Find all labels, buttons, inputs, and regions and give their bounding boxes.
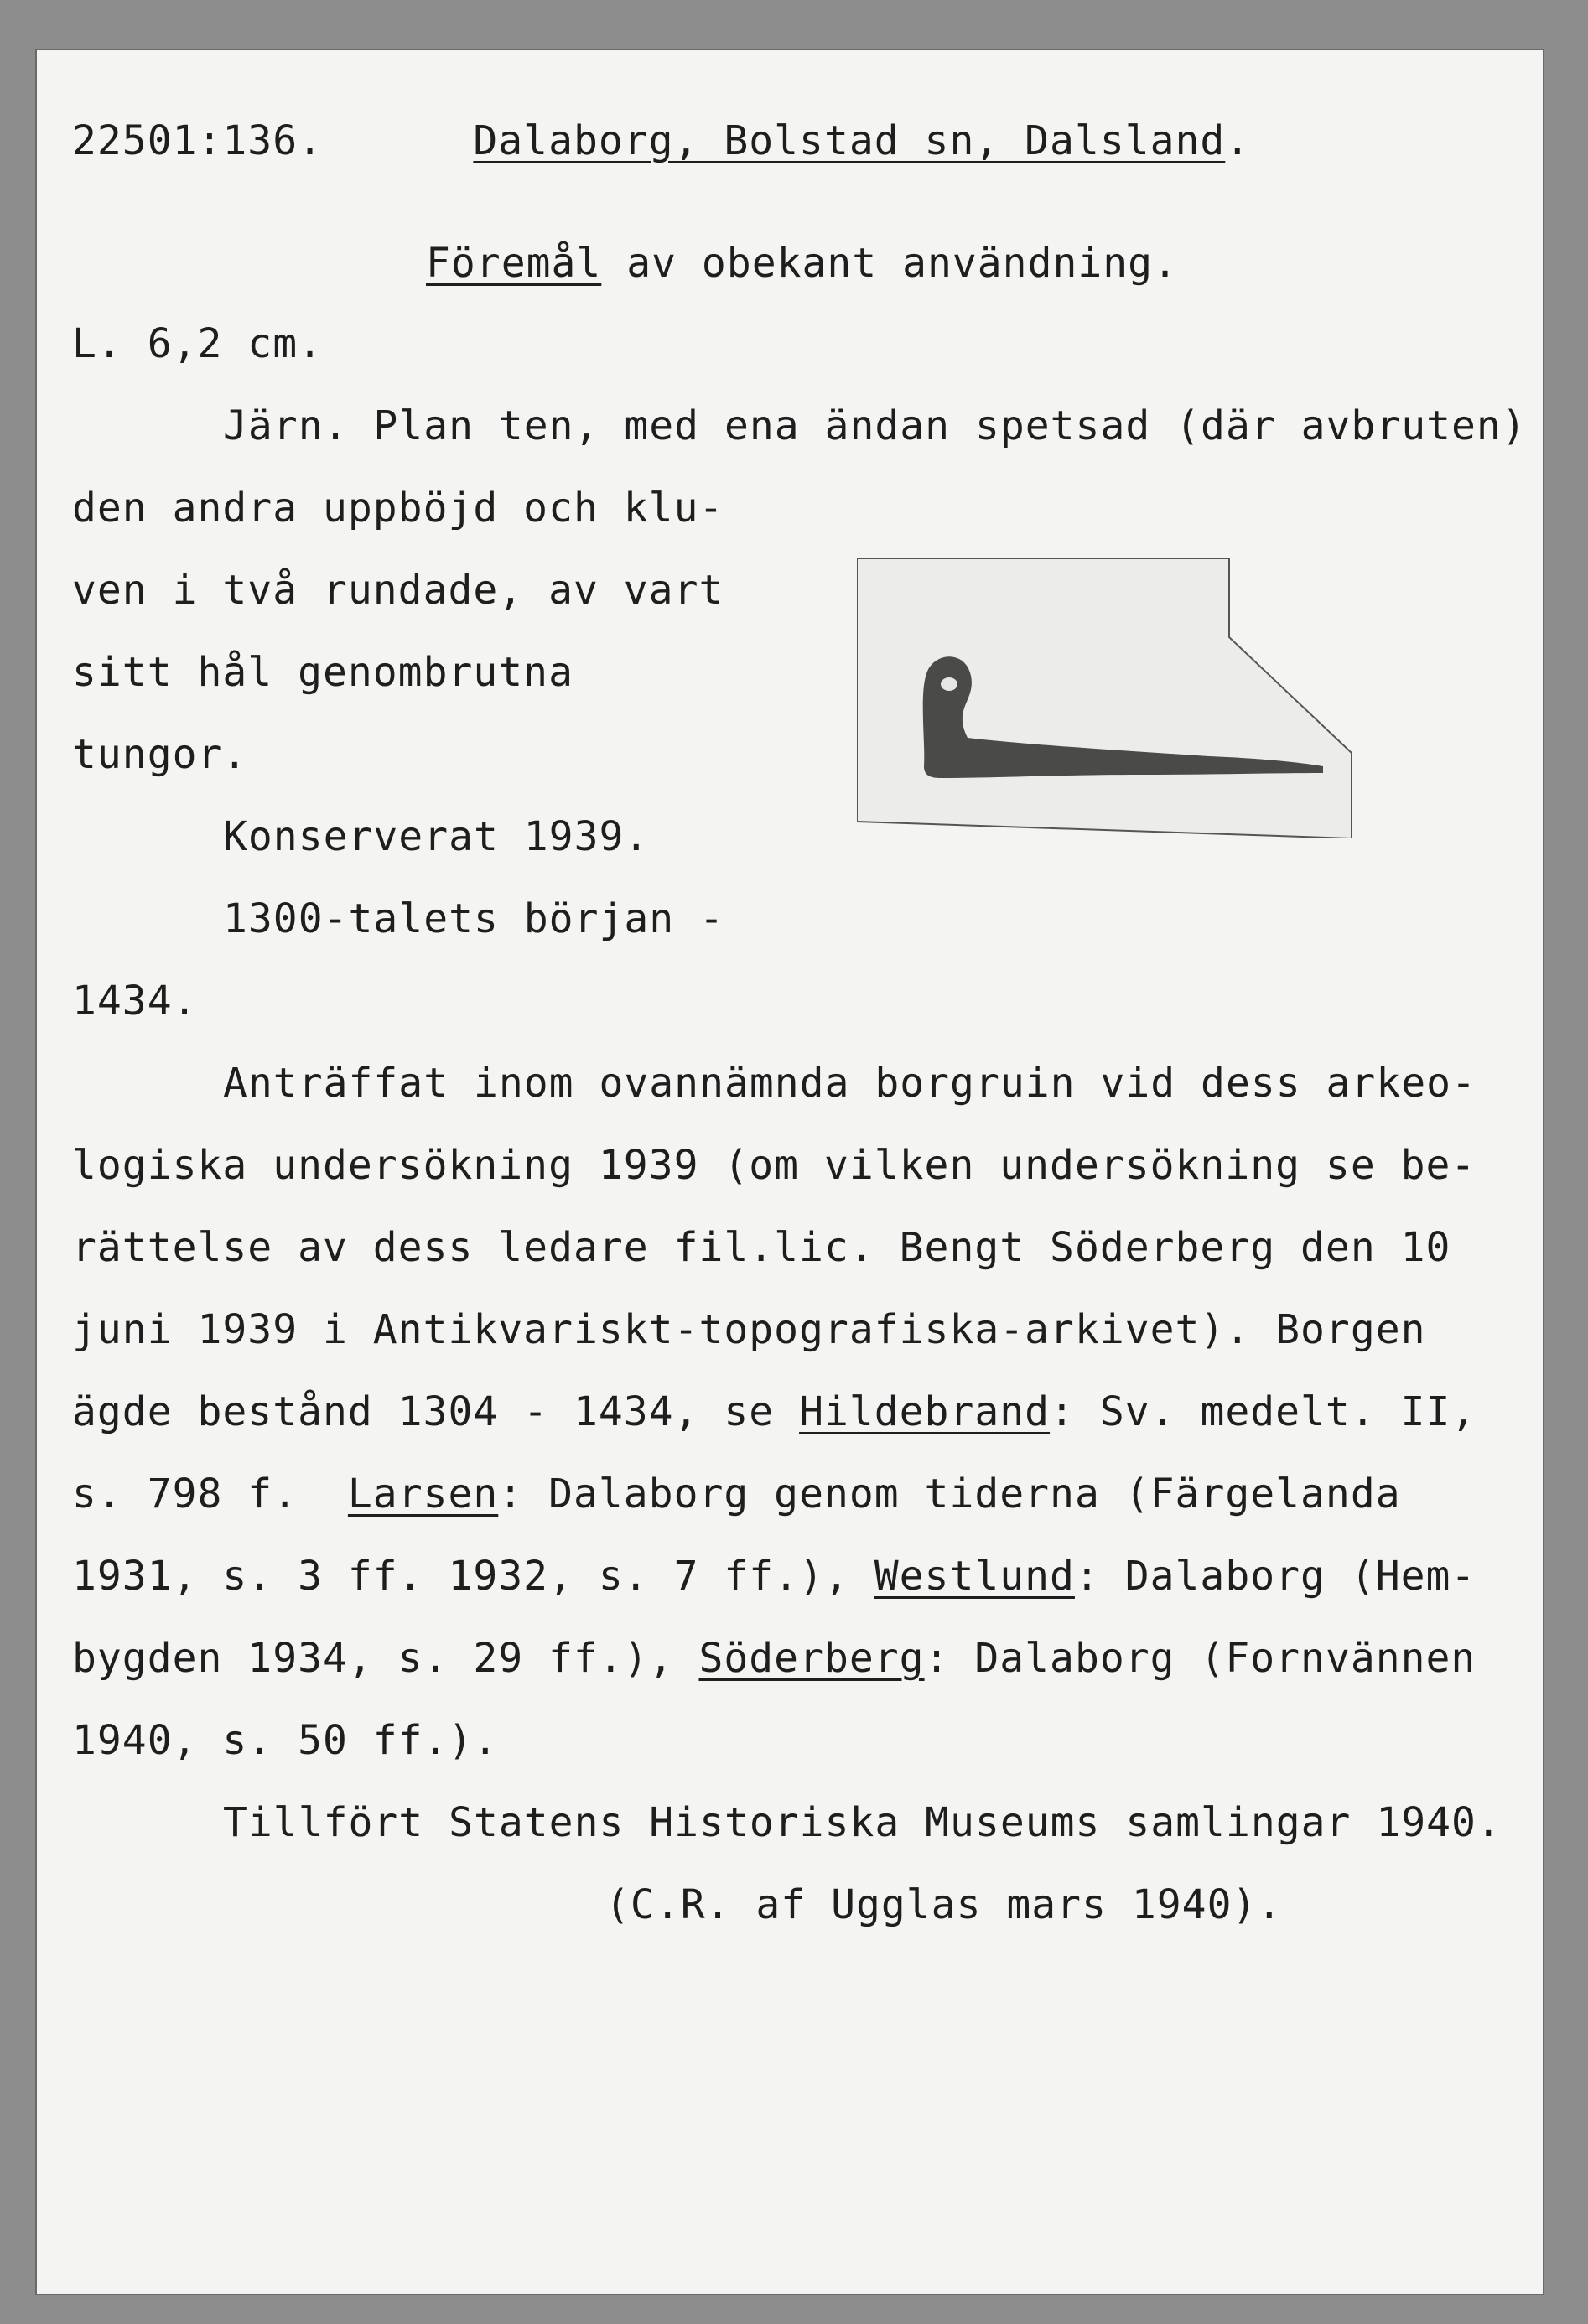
- conservation-note: Konserverat 1939.: [223, 813, 650, 860]
- find-text-line: juni 1939 i Antikvariskt-topografiska-arkivet). Borgen: [72, 1306, 1426, 1353]
- find-text-line: logiska undersökning 1939 (om vilken undersökning se be-: [72, 1142, 1476, 1189]
- length-measurement: L. 6,2 cm.: [72, 320, 323, 367]
- reference-author: Westlund: [874, 1553, 1075, 1600]
- object-title-keyword: Föremål: [426, 240, 602, 287]
- acquisition-note: Tillfört Statens Historiska Museums samlingar 1940.: [223, 1799, 1502, 1846]
- dating-line: 1300-talets början -: [223, 895, 724, 942]
- dating-line: 1434.: [72, 978, 198, 1025]
- find-text-line: bygden 1934, s. 29 ff.), Söderberg: Dalaborg (Fornvännen: [72, 1635, 1476, 1682]
- find-place: Dalaborg, Bolstad sn, Dalsland: [473, 117, 1226, 164]
- description-line: sitt hål genombrutna: [72, 649, 573, 696]
- reference-author: Larsen: [347, 1471, 499, 1517]
- catalog-header: 22501:136. Dalaborg, Bolstad sn, Dalsland.: [72, 117, 1251, 164]
- catalog-number: 22501:136.: [72, 117, 323, 164]
- object-photograph: [857, 558, 1393, 838]
- find-text-line: s. 798 f. Larsen: Dalaborg genom tiderna (Färgelanda: [72, 1471, 1401, 1517]
- reference-author: Söderberg: [698, 1635, 925, 1682]
- find-text-line: ägde bestånd 1304 - 1434, se Hildebrand: Sv. medelt. II,: [72, 1388, 1476, 1435]
- find-text-line: rättelse av dess ledare fil.lic. Bengt Söderberg den 10: [72, 1224, 1451, 1271]
- find-text-line: 1940, s. 50 ff.).: [72, 1717, 499, 1764]
- object-title: Föremål av obekant användning.: [426, 240, 1178, 287]
- description-line: tungor.: [72, 731, 248, 778]
- find-text-line: Anträffat inom ovannämnda borgruin vid dess arkeo-: [223, 1060, 1476, 1107]
- description-line: Järn. Plan ten, med ena ändan spetsad (där avbruten): [223, 402, 1527, 449]
- reference-author: Hildebrand: [799, 1388, 1051, 1435]
- description-line: den andra uppböjd och klu-: [72, 485, 724, 532]
- catalog-card: [35, 49, 1544, 2295]
- find-text-line: 1931, s. 3 ff. 1932, s. 7 ff.), Westlund: Dalaborg (Hem-: [72, 1553, 1476, 1600]
- object-hole: [941, 677, 957, 691]
- description-line: ven i två rundade, av vart: [72, 567, 724, 614]
- signature-line: (C.R. af Ugglas mars 1940).: [605, 1881, 1283, 1928]
